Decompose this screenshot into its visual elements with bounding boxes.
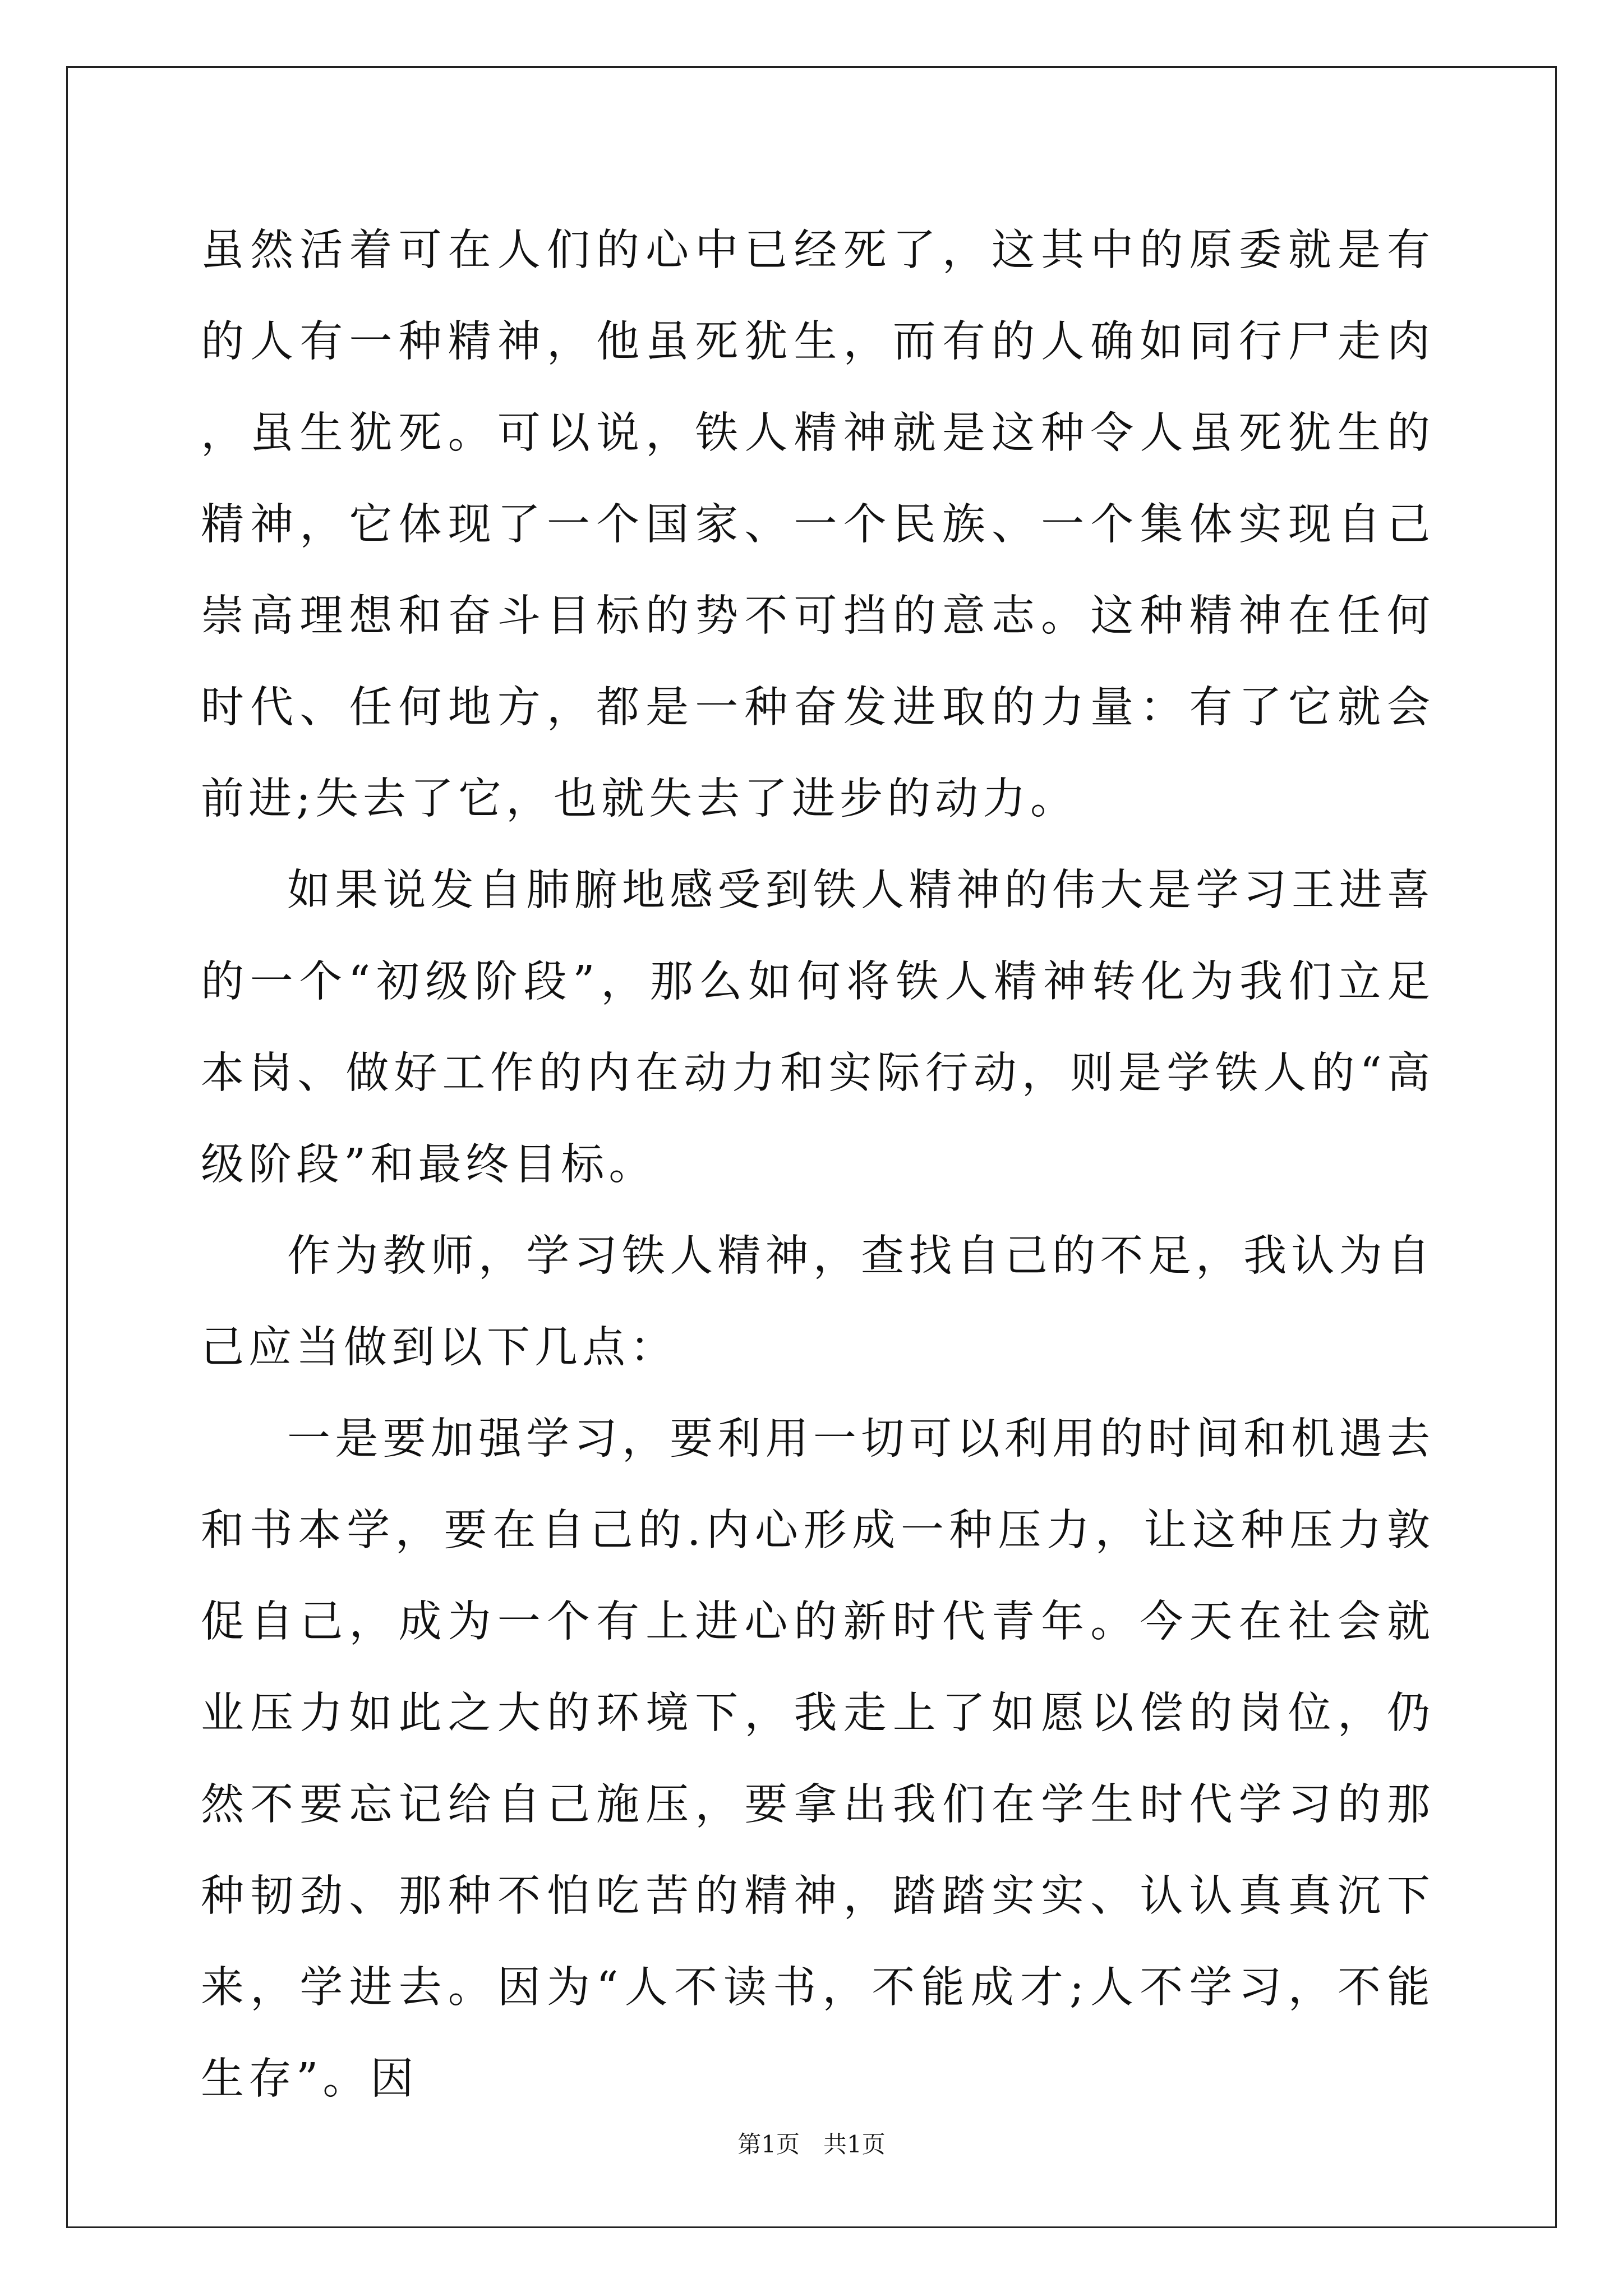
document-body [201,205,1435,2125]
paragraph-3: 作为教师，学习铁人精神，查找自己的不足，我认为自己应当做到以下几点： [201,1231,1435,1373]
paragraph-1: 虽然活着可在人们的心中已经死了，这其中的原委就是有的人有一种精神，他虽死犹生，而有的人确如同行尸走肉，虽生犹死。可以说，铁人精神就是这种令人虽死犹生的精神，它体现了一个国家、一个民族、一个集体实现自己崇高理想和奋斗目标的势不可挡的意志。这种精神在任何时代、任何地方，都是一种奋发进取的力量：有了它就会前进;失去了它，也就失去了进步的动力。 [201,226,1435,824]
paragraph-4: 一是要加强学习，要利用一切可以利用的时间和机遇去和书本学，要在自己的.内心形成一种压力，让这种压力敦促自己，成为一个有上进心的新时代青年。今天在社会就业压力如此之大的环境下，我走上了如愿以偿的岗位，仍然不要忘记给自己施压，要拿出我们在学生时代学习的那种韧劲、那种不怕吃苦的精神，踏踏实实、认认真真沉下来，学进去。因为“人不读书，不能成才;人不学习，不能生存”。因 [201,1414,1435,2104]
paragraph-2: 如果说发自肺腑地感受到铁人精神的伟大是学习王进喜的一个“初级阶段”，那么如何将铁人精神转化为我们立足本岗、做好工作的内在动力和实际行动，则是学铁人的“高级阶段”和最终目标。 [201,866,1435,1190]
page-number-footer: 第1页 共1页 [737,2131,886,2158]
